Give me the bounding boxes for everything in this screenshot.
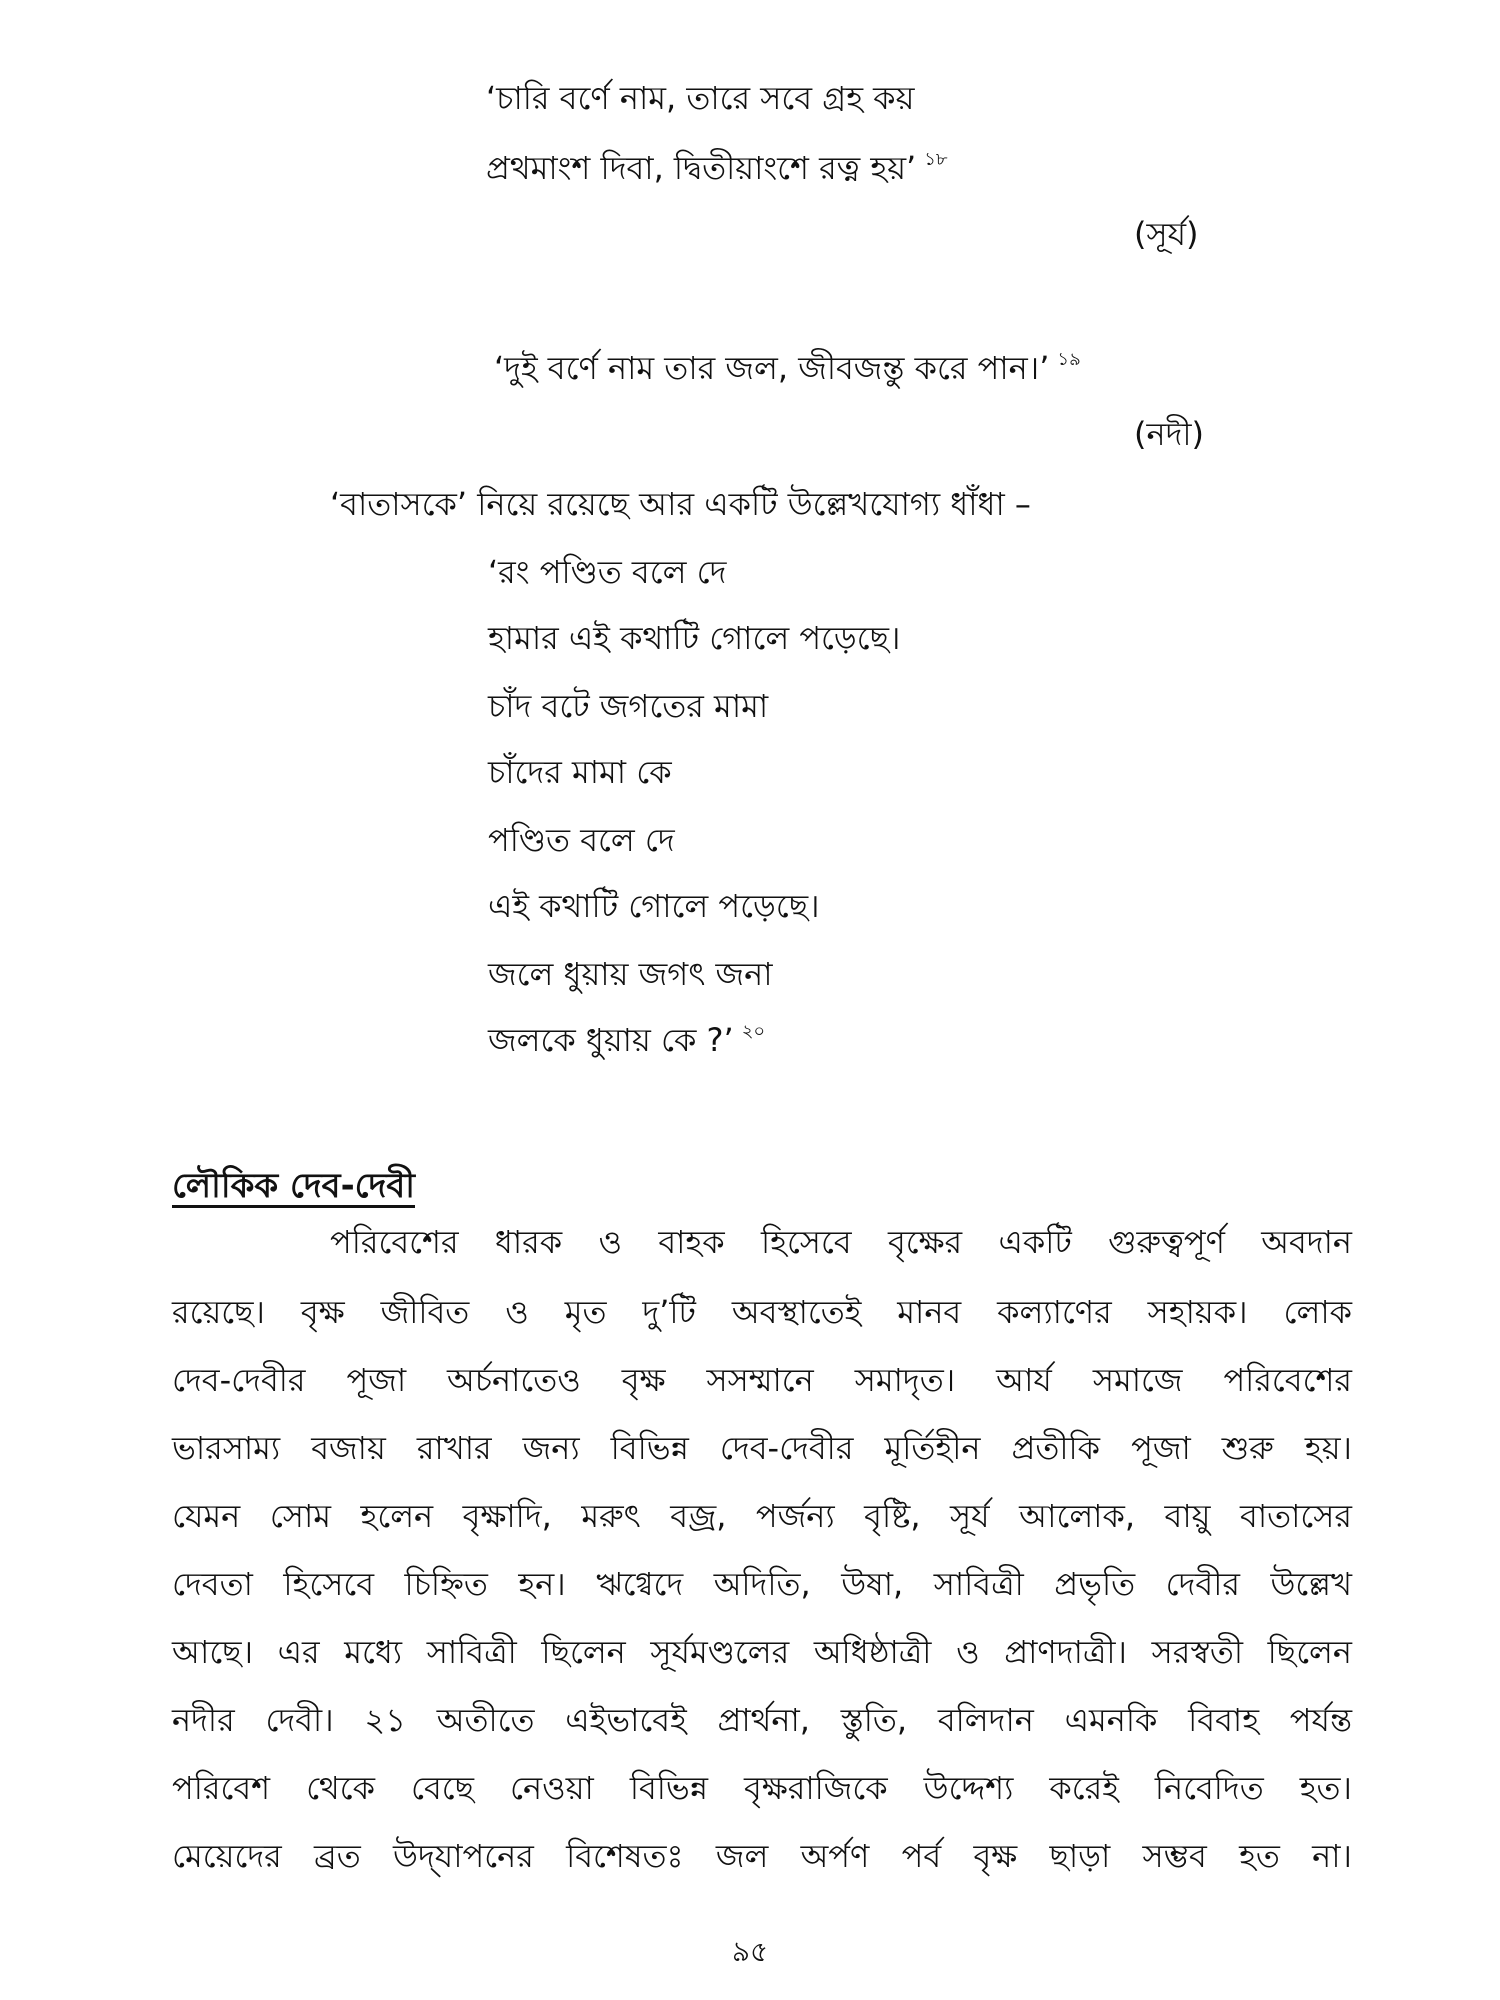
paragraph-line-10: মেয়েদের ব্রত উদ্‌যাপনের বিশেষতঃ জল অর্পণ পর্ব বৃক্ষ ছাড়া সম্ভব হত না। [172, 1837, 1352, 1875]
answer-surya: (সূর্য) [1134, 215, 1199, 253]
riddle-line-2: হামার এই কথাটি গোলে পড়েছে। [488, 619, 901, 657]
paragraph-line-6: দেবতা হিসেবে চিহ্নিত হন। ঋগ্বেদে অদিতি, উষা, সাবিত্রী প্রভৃতি দেবীর উল্লেখ [172, 1565, 1352, 1603]
riddle-line-8-text: জলকে ধুয়ায় কে ?’ [488, 1021, 734, 1059]
riddle-intro: ‘বাতাসকে’ নিয়ে রয়েছে আর একটি উল্লেখযোগ্য ধাঁধা – [330, 485, 1031, 523]
riddle-line-6: এই কথাটি গোলে পড়েছে। [488, 887, 820, 925]
paragraph-line-2: রয়েছে। বৃক্ষ জীবিত ও মৃত দু’টি অবস্থাতেই মানব কল্যাণের সহায়ক। লোক [172, 1293, 1352, 1331]
verse-nodi-text: ‘দুই বর্ণে নাম তার জল, জীবজন্তু করে পান।’ [494, 349, 1050, 387]
paragraph-line-7: আছে। এর মধ্যে সাবিত্রী ছিলেন সূর্যমণ্ডলের অধিষ্ঠাত্রী ও প্রাণদাত্রী। সরস্বতী ছিলেন [172, 1633, 1352, 1671]
riddle-line-5: পণ্ডিত বলে দে [488, 821, 675, 859]
paragraph-line-1: পরিবেশের ধারক ও বাহক হিসেবে বৃক্ষের একটি গুরুত্বপূর্ণ অবদান [330, 1223, 1352, 1261]
riddle-line-8 [488, 1021, 766, 1059]
paragraph-line-3: দেব-দেবীর পূজা অর্চনাতেও বৃক্ষ সসম্মানে সমাদৃত। আর্য সমাজে পরিবেশের [172, 1361, 1352, 1399]
footnote-ref-19: ১৯ [1057, 349, 1081, 370]
paragraph-line-8: নদীর দেবী। ২১ অতীতে এইভাবেই প্রার্থনা, স্তুতি, বলিদান এমনকি বিবাহ পর্যন্ত [172, 1701, 1352, 1739]
paragraph-line-5: যেমন সোম হলেন বৃক্ষাদি, মরুৎ বজ্র, পর্জন্য বৃষ্টি, সূর্য আলোক, বায়ু বাতাসের [172, 1497, 1352, 1535]
riddle-line-1: ‘রং পণ্ডিত বলে দে [488, 553, 727, 591]
footnote-ref-20: ২০ [741, 1021, 766, 1042]
verse-nodi-line [494, 349, 1081, 387]
verse-surya-line-2 [486, 149, 948, 187]
answer-nodi: (নদী) [1134, 415, 1205, 453]
riddle-line-3: চাঁদ বটে জগতের মামা [488, 687, 769, 725]
section-heading: লৌকিক দেব-দেবী [172, 1166, 415, 1206]
verse-surya-line-1 [486, 79, 915, 117]
footnote-ref-18: ১৮ [924, 149, 948, 170]
verse-surya-line-1-text: ‘চারি বর্ণে নাম, তারে সবে গ্রহ কয় [486, 79, 915, 117]
paragraph-line-9: পরিবেশ থেকে বেছে নেওয়া বিভিন্ন বৃক্ষরাজিকে উদ্দেশ্য করেই নিবেদিত হত। [172, 1769, 1352, 1807]
riddle-line-4: চাঁদের মামা কে [488, 753, 672, 791]
paragraph-line-4: ভারসাম্য বজায় রাখার জন্য বিভিন্ন দেব-দেবীর মূর্তিহীন প্রতীকি পূজা শুরু হয়। [172, 1429, 1352, 1467]
riddle-line-7: জলে ধুয়ায় জগৎ জনা [488, 955, 773, 993]
verse-surya-line-2-text: প্রথমাংশ দিবা, দ্বিতীয়াংশে রত্ন হয়’ [486, 149, 917, 187]
page-number: ৯৫ [731, 1935, 769, 1968]
